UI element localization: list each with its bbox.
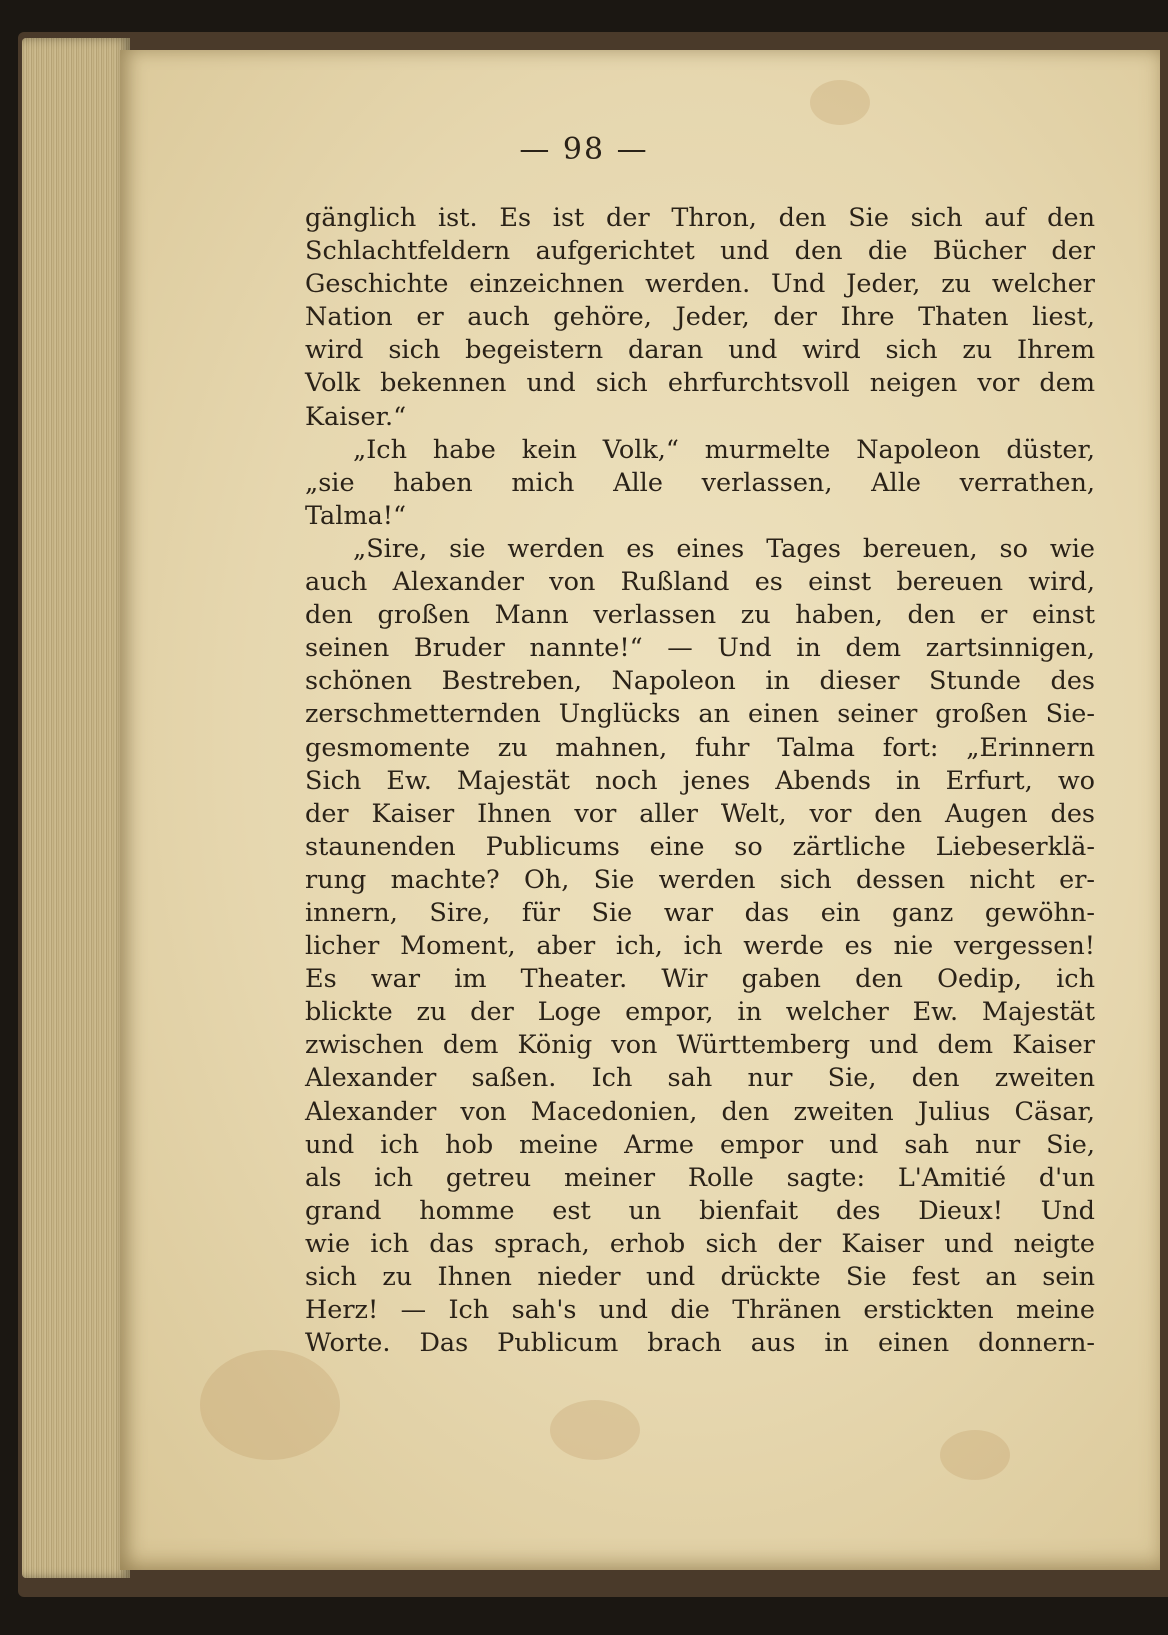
text-line: Worte. Das Publicum brach aus in einen donnern- <box>305 1328 1095 1359</box>
text-line: gänglich ist. Es ist der Thron, den Sie sich auf den <box>305 203 1095 233</box>
text-line: seinen Bruder nannte!“ — Und in dem zartsinnigen, <box>305 633 1095 664</box>
text-line: Es war im Theater. Wir gaben den Oedip, ich <box>305 964 1095 995</box>
text-line: wird sich begeistern daran und wird sich zu Ihrem <box>305 335 1095 366</box>
text-line: Alexander saßen. Ich sah nur Sie, den zweiten <box>305 1063 1095 1094</box>
text-line: Geschichte einzeichnen werden. Und Jeder, zu welcher <box>305 269 1095 300</box>
text-line: als ich getreu meiner Rolle sagte: L'Amitié d'un <box>305 1162 1095 1193</box>
text-line: Herz! — Ich sah's und die Thränen erstickten meine <box>305 1295 1095 1326</box>
text-line: gesmomente zu mahnen, fuhr Talma fort: „Erinnern <box>305 732 1095 763</box>
text-line: grand homme est un bienfait des Dieux! Und <box>305 1195 1095 1226</box>
foxing-stain <box>940 1430 1010 1480</box>
text-line: „Sire, sie werden es eines Tages bereuen, so wie <box>353 533 1095 564</box>
text-line: Sich Ew. Majestät noch jenes Abends in Erfurt, wo <box>305 765 1095 796</box>
text-line: Kaiser.“ <box>305 401 407 432</box>
text-line: Talma!“ <box>305 500 407 531</box>
text-line: auch Alexander von Rußland es einst bereuen wird, <box>305 567 1095 598</box>
text-line: Nation er auch gehöre, Jeder, der Ihre Thaten liest, <box>305 302 1095 333</box>
foxing-stain <box>810 80 870 125</box>
text-line: den großen Mann verlassen zu haben, den er einst <box>305 600 1095 631</box>
text-line: Volk bekennen und sich ehrfurchtsvoll neigen vor dem <box>305 368 1095 399</box>
text-line: blickte zu der Loge empor, in welcher Ew. Majestät <box>305 997 1095 1028</box>
text-line: wie ich das sprach, erhob sich der Kaiser und neigte <box>305 1228 1095 1259</box>
text-line: licher Moment, aber ich, ich werde es nie vergessen! <box>305 931 1095 962</box>
text-line: staunenden Publicums eine so zärtliche Liebeserklä- <box>305 831 1095 862</box>
text-line: der Kaiser Ihnen vor aller Welt, vor den Augen des <box>305 798 1095 829</box>
foxing-stain <box>200 1350 340 1460</box>
text-line: zerschmetternden Unglücks an einen seiner großen Sie- <box>305 699 1095 730</box>
text-line: innern, Sire, für Sie war das ein ganz gewöhn- <box>305 897 1095 928</box>
text-line: und ich hob meine Arme empor und sah nur Sie, <box>305 1129 1095 1160</box>
text-line: Alexander von Macedonien, den zweiten Julius Cäsar, <box>305 1096 1095 1127</box>
text-line: Schlachtfeldern aufgerichtet und den die Bücher der <box>305 236 1095 267</box>
text-line: zwischen dem König von Württemberg und dem Kaiser <box>305 1030 1095 1061</box>
text-line: „sie haben mich Alle verlassen, Alle verrathen, <box>305 467 1095 498</box>
text-line: „Ich habe kein Volk,“ murmelte Napoleon düster, <box>353 434 1095 465</box>
text-line: rung machte? Oh, Sie werden sich dessen nicht er- <box>305 864 1095 895</box>
text-line: sich zu Ihnen nieder und drückte Sie fest an sein <box>305 1262 1095 1292</box>
foxing-stain <box>550 1400 640 1460</box>
body-text <box>305 202 1095 1360</box>
page-number: — 98 — <box>519 132 649 167</box>
text-line: schönen Bestreben, Napoleon in dieser Stunde des <box>305 666 1095 697</box>
page-edges <box>22 38 130 1578</box>
